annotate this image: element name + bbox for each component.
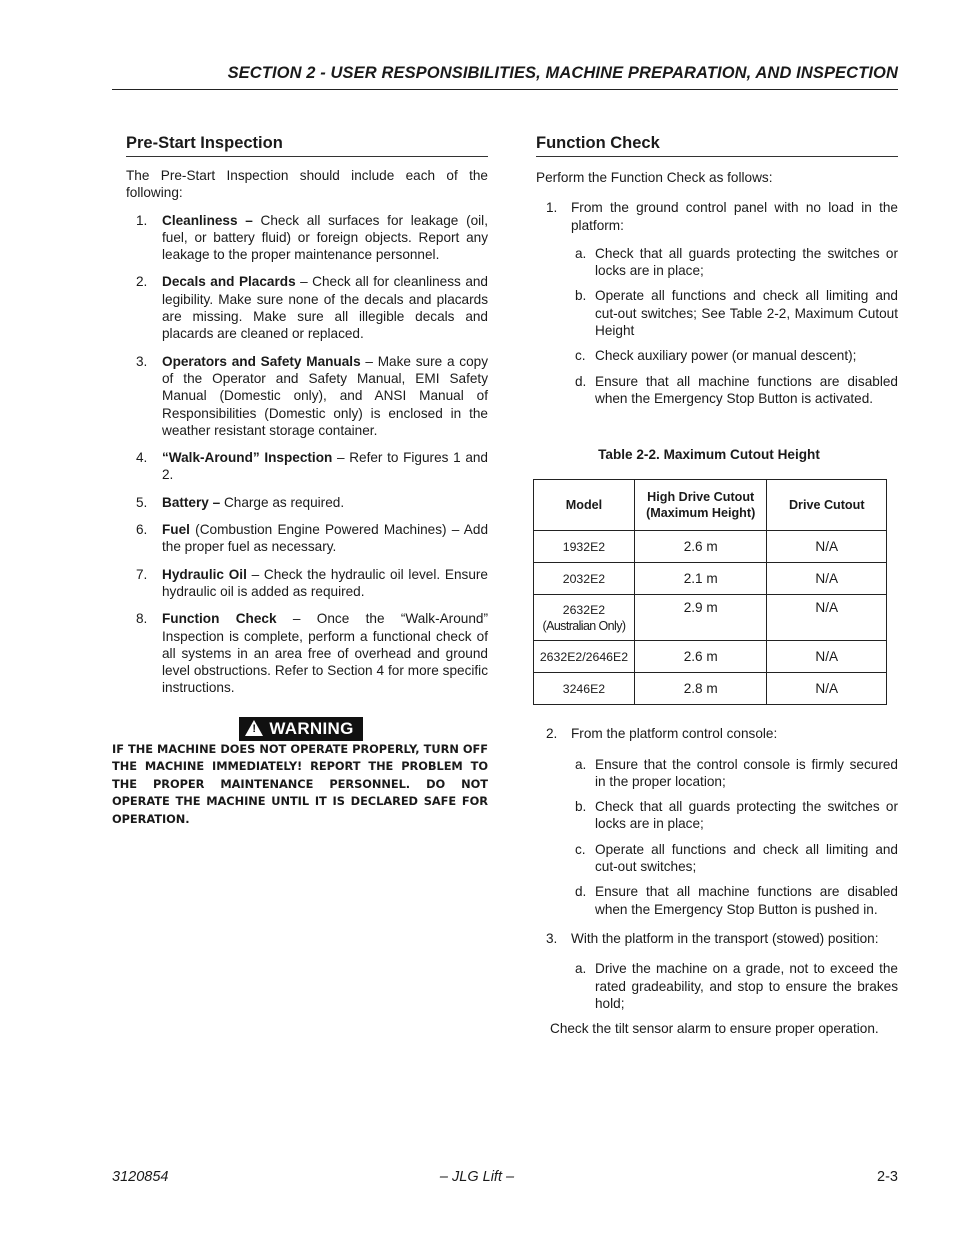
table-row <box>534 531 887 563</box>
column-header-model: Model <box>534 480 635 531</box>
section-header: SECTION 2 - USER RESPONSIBILITIES, MACHINE PREPARATION, AND INSPECTION <box>227 64 898 82</box>
list-item: 5. Battery – Charge as required. <box>136 494 345 510</box>
pre-start-list <box>126 212 488 697</box>
table-row <box>534 563 887 595</box>
table-cell: N/A <box>767 531 887 563</box>
list-item: 6. Fuel (Combustion Engine Powered Machines) – Add the proper fuel as necessary. <box>136 522 488 555</box>
list-item: b. Check that all guards protecting the switches or locks are in place; <box>575 799 898 832</box>
cutout-table <box>533 479 887 705</box>
page-number: 2-3 <box>877 1169 898 1185</box>
header-rule <box>112 89 898 90</box>
list-item: 2. Decals and Placards – Check all for cleanliness and legibility. Make sure none of the decals and placards are missing. Make sure all illegible decals and placards are cleaned or replaced. <box>136 274 488 342</box>
closing-note: Check the tilt sensor alarm to ensure proper operation. <box>550 1021 879 1037</box>
table-row <box>534 673 887 705</box>
table-cell: 3246E2 <box>534 673 635 705</box>
warning-badge-wrap <box>120 717 482 741</box>
table-cell: 2.9 m <box>634 595 767 641</box>
function-check-intro: Perform the Function Check as follows: <box>536 170 773 185</box>
pre-start-intro: The Pre-Start Inspection should include each of the following: <box>126 168 488 201</box>
sub-list <box>571 756 898 918</box>
list-item: c. Check auxiliary power (or manual descent); <box>575 348 857 364</box>
table-cell: 2.1 m <box>634 563 767 595</box>
list-item: 2. From the platform control console: a. Ensure that the control console is firmly secured in the proper location; b. Check that all guards protecting the switches or locks are in place; c. Operate all functions and check all limiting and cut-out switches; d. Ensure that all machine functions are disabled when the Emergency Stop Button is pushed in. <box>546 726 898 917</box>
list-item: c. Operate all functions and check all limiting and cut-out switches; <box>575 841 898 875</box>
table-title: Table 2-2. Maximum Cutout Height <box>598 447 820 463</box>
table-header-row <box>534 480 887 531</box>
function-check-heading: Function Check <box>536 134 898 157</box>
pre-start-heading: Pre-Start Inspection <box>126 134 488 157</box>
table-cell: 2632E2/2646E2 <box>534 641 635 673</box>
table-cell: 2.6 m <box>634 641 767 673</box>
footer-company: – JLG Lift – <box>439 1169 515 1185</box>
table-row <box>534 595 887 641</box>
sub-list <box>571 245 898 407</box>
list-item: d. Ensure that all machine functions are disabled when the Emergency Stop Button is pushed in. <box>575 884 898 917</box>
pre-start-inspection-column <box>126 134 488 741</box>
table-row <box>534 641 887 673</box>
function-check-column <box>536 134 898 1037</box>
table-cell: 2632E2 (Australian Only) <box>534 595 635 641</box>
list-item: a. Check that all guards protecting the switches or locks are in place; <box>575 245 898 279</box>
sub-list <box>571 960 898 1012</box>
list-item: a. Ensure that the control console is firmly secured in the proper location; <box>575 756 898 789</box>
function-check-list-continued <box>536 725 898 1012</box>
column-header-drive: Drive Cutout <box>767 480 887 531</box>
doc-number: 3120854 <box>112 1169 169 1185</box>
warning-badge: ! WARNING <box>239 717 362 741</box>
list-item: a. Drive the machine on a grade, not to exceed the rated gradeability, and stop to ensure the brakes hold; <box>575 961 898 1011</box>
list-item: d. Ensure that all machine functions are disabled when the Emergency Stop Button is activated. <box>575 373 898 406</box>
list-item: b. Operate all functions and check all limiting and cut-out switches; See Table 2-2, Maximum Cutout Height <box>575 288 898 339</box>
list-item: 1. From the ground control panel with no load in the platform: a. Check that all guards protecting the switches or locks are in place; b. Operate all functions and check all limiting and cut-out switches; See Table 2-2, Maximum Cutout Height c. Check auxiliary power (or manual descent); d. Ensure that all machine functions are disabled when the Emergency Stop Button is activated. <box>546 200 898 406</box>
list-item: 3. With the platform in the transport (stowed) position: a. Drive the machine on a grade, not to exceed the rated gradeability, and stop to ensure the brakes hold; <box>546 930 898 1011</box>
list-item: 7. Hydraulic Oil – Check the hydraulic oil level. Ensure hydraulic oil is added as required. <box>136 566 488 599</box>
table-cell: N/A <box>767 563 887 595</box>
column-header-high-drive: High Drive Cutout (Maximum Height) <box>634 480 767 531</box>
function-check-list <box>536 199 898 407</box>
list-item: 1. Cleanliness – Check all surfaces for leakage (oil, fuel, or battery fluid) or foreign objects. Report any leakage to the proper maintenance personnel. <box>136 212 488 263</box>
table-cell: N/A <box>767 641 887 673</box>
table-cell: N/A <box>767 673 887 705</box>
list-item: 8. Function Check – Once the “Walk-Around” Inspection is complete, perform a functional check of all systems in an area free of overhead and ground level obstructions. Refer to Section 4 for more specific instructions. <box>136 611 488 696</box>
table-cell: 1932E2 <box>534 531 635 563</box>
table-cell: 2.8 m <box>634 673 767 705</box>
table-cell: N/A <box>767 595 887 641</box>
table-cell: 2032E2 <box>534 563 635 595</box>
table-cell: 2.6 m <box>634 531 767 563</box>
list-item: 3. Operators and Safety Manuals – Make sure a copy of the Operator and Safety Manual, EMI Safety Manual (Domestic only), and ANSI Manual of Responsibilities (Domestic only) is enclosed in the weather resistant storage container. <box>136 353 489 438</box>
list-item: 4. “Walk-Around” Inspection – Refer to Figures 1 and 2. <box>136 450 488 483</box>
warning-text: IF THE MACHINE DOES NOT OPERATE PROPERLY, TURN OFF THE MACHINE IMMEDIATELY! REPORT THE PROBLEM TO THE PROPER MAINTENANCE PERSONNEL. DO NOT OPERATE THE MACHINE UNTIL IT IS DECLARED SAFE FOR OPERATION. <box>112 742 488 826</box>
warning-triangle-icon: ! <box>245 720 263 736</box>
